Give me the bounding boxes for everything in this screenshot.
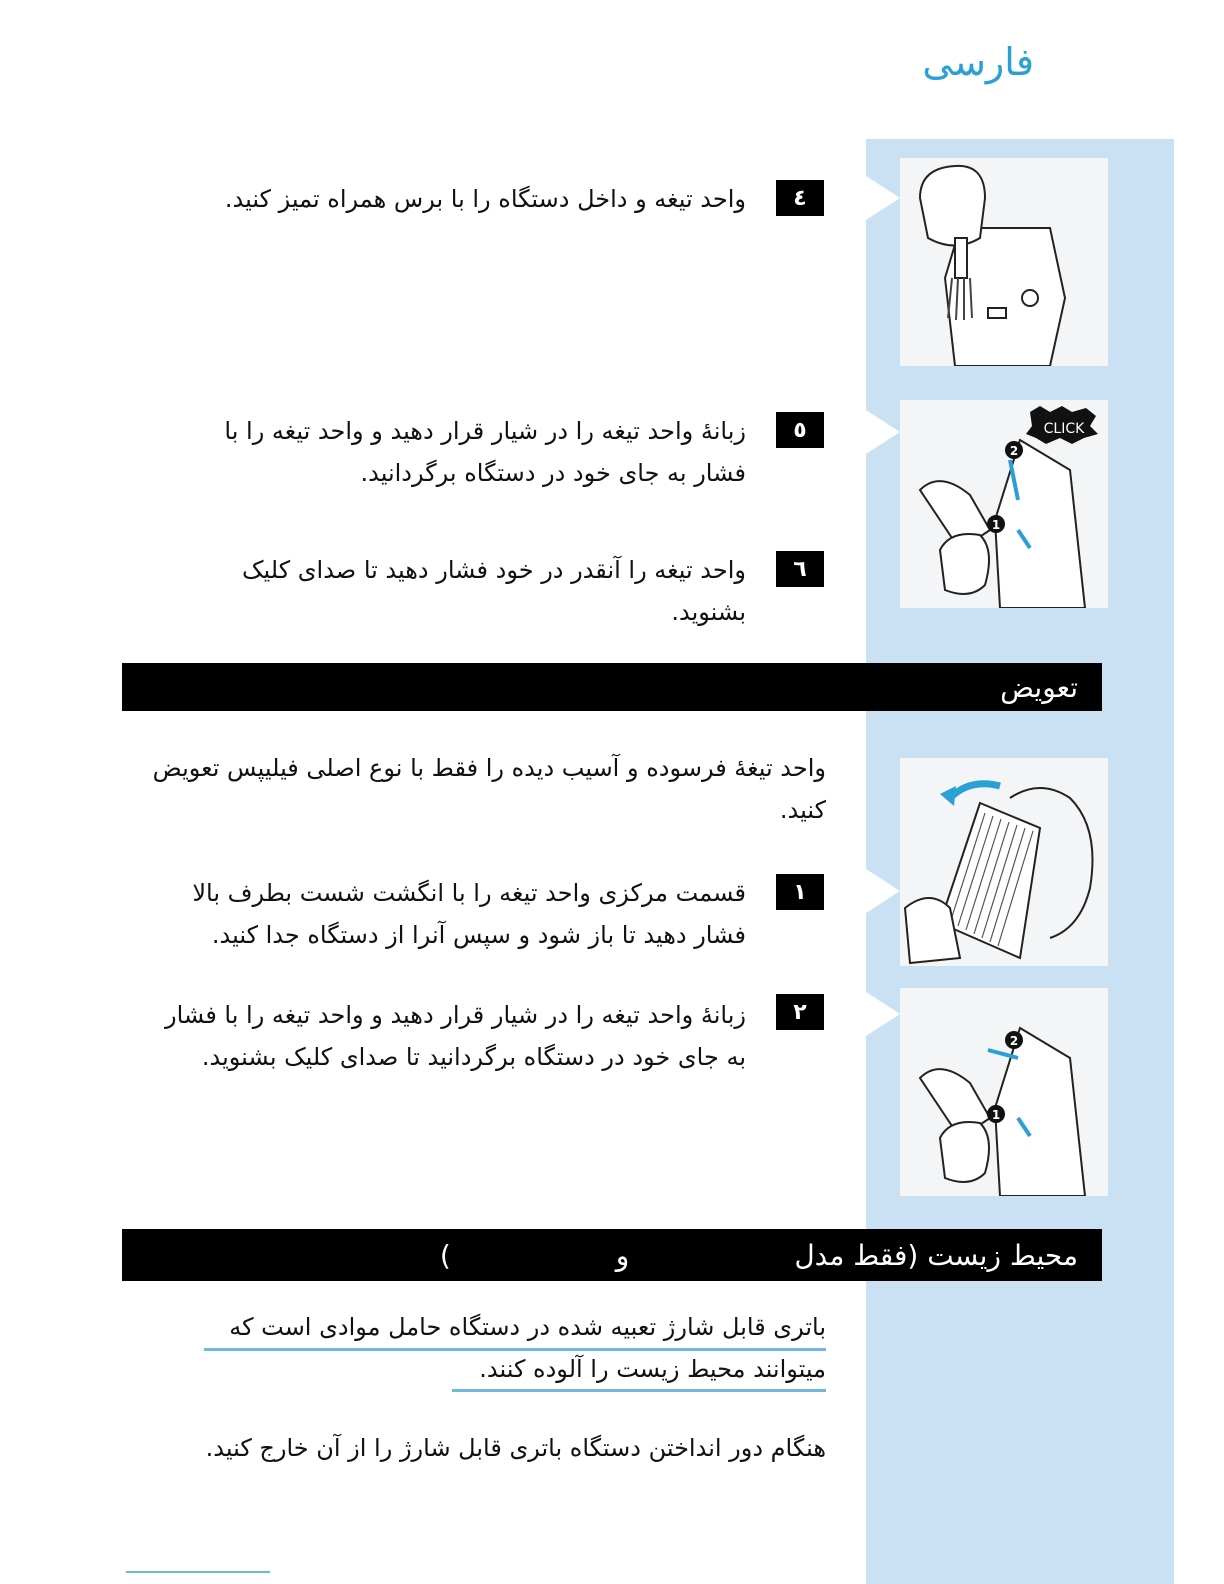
panel-pointer [866, 869, 900, 913]
blade-insert-click-illustration [900, 400, 1108, 608]
step-number: ١ [776, 874, 824, 910]
step-text: واحد تیغه را آنقدر در خود فشار دهید تا صدای کلیک بشنوید. [242, 556, 746, 626]
marker-2-label: 2 [1009, 1034, 1019, 1048]
panel-pointer [866, 992, 900, 1036]
step-number: ٥ [776, 412, 824, 448]
environment-paragraph-1: باتری قابل شارژ تعبیه شده در دستگاه حامل موادی است که میتوانند محیط زیست را آلوده کنند. [229, 1313, 826, 1383]
marker-1-label: 1 [991, 518, 1001, 532]
step-text: زبانۀ واحد تیغه را در شیار قرار دهید و واحد تیغه را با فشار به جای خود در دستگاه برگردانید تا صدای کلیک بشنوید. [165, 1001, 746, 1071]
step-number: ٢ [776, 994, 824, 1030]
blade-reinsert-illustration [900, 988, 1108, 1196]
panel-pointer [866, 176, 900, 220]
marker-2-label: 2 [1009, 444, 1019, 458]
step-text: واحد تیغه و داخل دستگاه را با برس همراه تمیز کنید. [224, 185, 746, 213]
section-heading-and: و [615, 1238, 630, 1272]
brush-cleaning-illustration [900, 158, 1108, 366]
blade-removal-illustration [900, 758, 1108, 966]
section-heading-replacement [122, 663, 1102, 711]
underline [452, 1389, 826, 1392]
language-title: فارسی [922, 40, 1034, 84]
replacement-intro: واحد تیغۀ فرسوده و آسیب دیده را فقط با نوع اصلی فیلیپس تعویض کنید. [152, 754, 826, 824]
marker-1-label: 1 [991, 1108, 1001, 1122]
section-heading-text: محیط زیست (فقط مدل [794, 1238, 1078, 1272]
underline [204, 1348, 826, 1351]
step-text: زبانۀ واحد تیغه را در شیار قرار دهید و واحد تیغه را با فشار به جای خود در دستگاه برگردانید. [224, 417, 746, 487]
step-number: ٤ [776, 180, 824, 216]
panel-pointer [866, 410, 900, 454]
environment-paragraph-2: هنگام دور انداختن دستگاه باتری قابل شارژ را از آن خارج کنید. [205, 1434, 826, 1462]
section-heading-close: ) [439, 1238, 451, 1272]
section-heading-environment [122, 1229, 1102, 1281]
step-number: ٦ [776, 551, 824, 587]
footnote-rule [126, 1571, 270, 1573]
section-heading-text: تعویض [1000, 670, 1078, 704]
click-label: CLICK [1043, 421, 1085, 437]
step-text: قسمت مرکزی واحد تیغه را با انگشت شست بطرف بالا فشار دهید تا باز شود و سپس آنرا از دستگاه جدا کنید. [192, 879, 746, 949]
